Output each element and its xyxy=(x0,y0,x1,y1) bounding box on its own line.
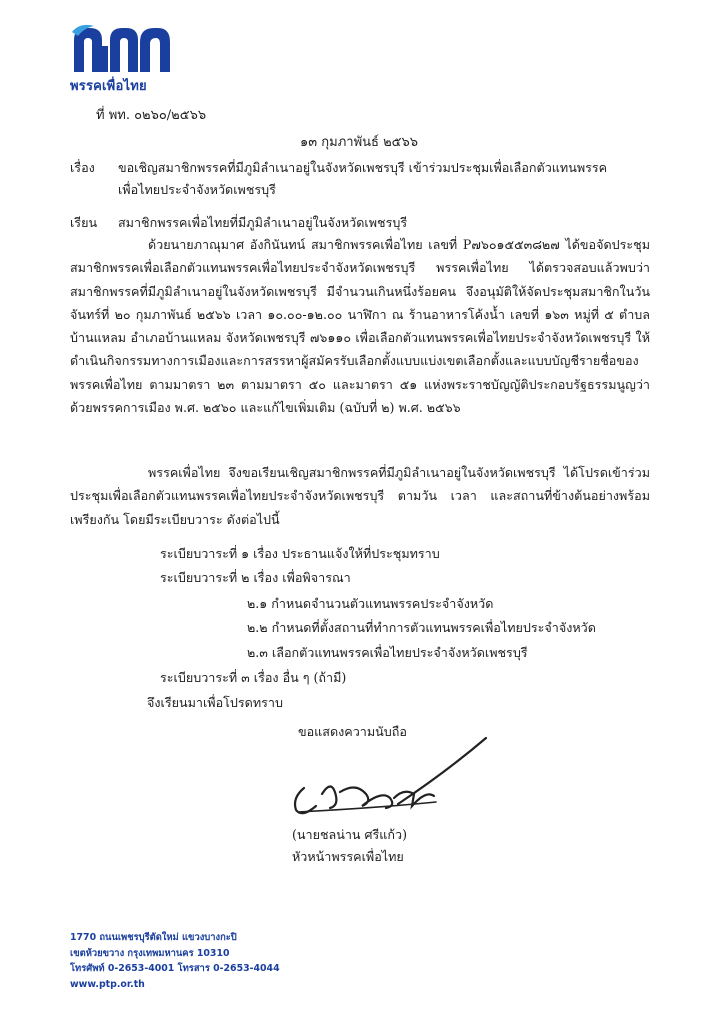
agenda-item-2-2: ๒.๒ กำหนดที่ตั้งสถานที่ทำการตัวแทนพรรคเพื่อไทยประจำจังหวัด xyxy=(247,620,596,635)
signer-block xyxy=(292,824,407,868)
body-paragraph-2: พรรคเพื่อไทย จึงขอเรียนเชิญสมาชิกพรรคที่มีภูมิลำเนาอยู่ในจังหวัดเพชรบุรี ได้โปรดเข้าร่วมประชุมเพื่อเลือกตัวแทนพรรคเพื่อไทยประจำจังหวัดเพชรบุรี ตามวัน เวลา และสถานที่ข้างต้นอย่างพร้อมเพรียงกัน โดยมีระเบียบวาระ ดังต่อไปนี้ xyxy=(70,465,650,527)
party-logo-text: พรรคเพื่อไทย xyxy=(70,79,147,94)
party-logo-mark xyxy=(70,22,174,74)
closing-text: จึงเรียนมาเพื่อโปรดทราบ xyxy=(147,695,283,710)
agenda-item-3: ระเบียบวาระที่ ๓ เรื่อง อื่น ๆ (ถ้ามี) xyxy=(160,670,347,685)
salutation-label: เรียน xyxy=(70,215,98,230)
subject-line-1: ขอเชิญสมาชิกพรรคที่มีภูมิลำเนาอยู่ในจังหวัดเพชรบุรี เข้าร่วมประชุมเพื่อเลือกตัวแทนพรรค xyxy=(118,160,608,175)
salutation-text: สมาชิกพรรคเพื่อไทยที่มีภูมิลำเนาอยู่ในจังหวัดเพชรบุรี xyxy=(118,215,408,230)
handwritten-signature xyxy=(286,732,506,824)
footer-website[interactable]: www.ptp.or.th xyxy=(70,978,145,990)
body-paragraph-1: ด้วยนายภาณุมาศ อังกินันทน์ สมาชิกพรรคเพื่อไทย เลขที่ P๗๖๐๑๕๕๓๘๒๗ ได้ขอจัดประชุมสมาชิกพรรคเพื่อเลือกตัวแทนพรรคเพื่อไทยประจำจังหวัดเพชรบุรี พรรคเพื่อไทย ได้ตรวจสอบแล้วพบว่าสมาชิกพรรคที่มีภูมิลำเนาอยู่ในจังหวัดเพชรบุรี มีจำนวนเกินหนึ่งร้อยคน จึงอนุมัติให้จัดประชุมสมาชิกในวันจันทร์ที่ ๒๐ กุมภาพันธ์ ๒๕๖๖ เวลา ๑๐.๐๐-๑๒.๐๐ นาฬิกา ณ ร้านอาหารโค้งน้ำ เลขที่ ๑๖๓ หมู่ที่ ๕ ตำบลบ้านแหลม อำเภอบ้านแหลม จังหวัดเพชรบุรี ๗๖๑๑๐ เพื่อเลือกตัวแทนพรรคเพื่อไทยประจำจังหวัดเพชรบุรี ให้ดำเนินกิจกรรมทางการเมืองและการสรรหาผู้สมัครรับเลือกตั้งแบบแบ่งเขตเลือกตั้งและแบบบัญชีรายชื่อของพรรคเพื่อไทย ตามมาตรา ๒๓ ตามมาตรา ๕๐ และมาตรา ๕๑ แห่งพระราชบัญญัติประกอบรัฐธรรมนูญว่าด้วยพรรคการเมือง พ.ศ. ๒๕๖๐ และแก้ไขเพิ่มเติม (ฉบับที่ ๒) พ.ศ. ๒๕๖๖ xyxy=(70,237,650,416)
signer-name: (นายชลน่าน ศรีแก้ว) xyxy=(292,827,408,842)
reference-number: ที่ พท. ๐๒๖๐/๒๕๖๖ xyxy=(96,108,207,123)
agenda-item-1: ระเบียบวาระที่ ๑ เรื่อง ประธานแจ้งให้ที่ประชุมทราบ xyxy=(160,546,440,561)
agenda-item-2: ระเบียบวาระที่ ๒ เรื่อง เพื่อพิจารณา xyxy=(160,570,351,585)
respect-text: ขอแสดงความนับถือ xyxy=(298,724,407,739)
footer-address-line-2: เขตห้วยขวาง กรุงเทพมหานคร 10310 xyxy=(70,947,230,959)
footer-phone: โทรศัพท์ 0-2653-4001 โทรสาร 0-2653-4044 xyxy=(70,963,280,974)
signer-position: หัวหน้าพรรคเพื่อไทย xyxy=(292,849,404,864)
subject-line-2: เพื่อไทยประจำจังหวัดเพชรบุรี xyxy=(118,182,276,197)
letter-date: ๑๓ กุมภาพันธ์ ๒๕๖๖ xyxy=(300,135,419,150)
agenda-item-2-1: ๒.๑ กำหนดจำนวนตัวแทนพรรคประจำจังหวัด xyxy=(247,596,494,611)
footer-address-line-1: 1770 ถนนเพชรบุรีตัดใหม่ แขวงบางกะปิ xyxy=(70,932,237,943)
subject-text xyxy=(118,157,688,201)
footer-address xyxy=(70,930,280,992)
subject-label: เรื่อง xyxy=(70,160,95,175)
agenda-item-2-3: ๒.๓ เลือกตัวแทนพรรคเพื่อไทยประจำจังหวัดเพชรบุรี xyxy=(247,645,528,660)
party-logo xyxy=(70,22,174,96)
